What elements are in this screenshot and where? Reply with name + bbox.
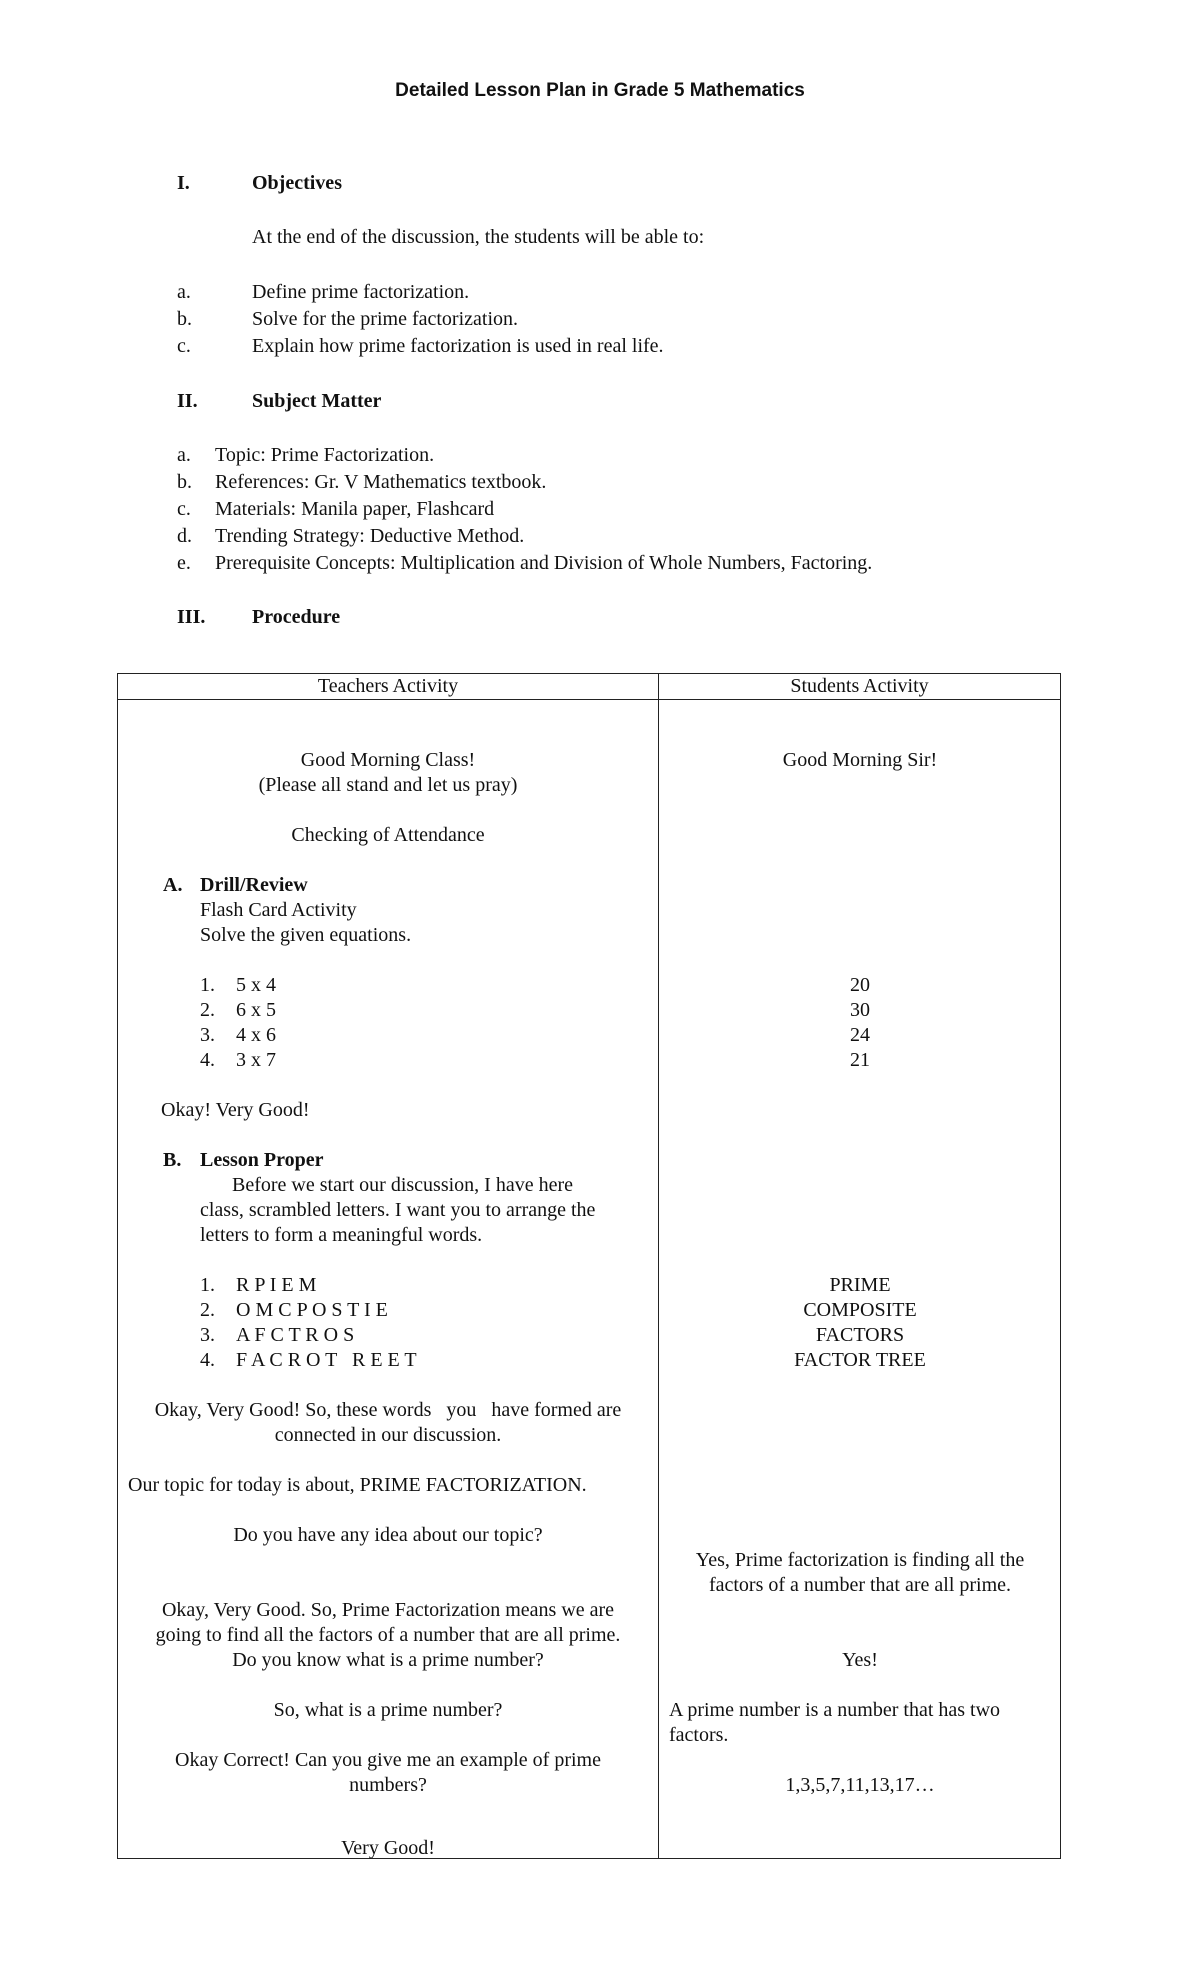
drill-praise: Okay! Very Good! bbox=[161, 1099, 310, 1121]
drill-item: 6 x 5 bbox=[236, 999, 276, 1021]
lesson-intro-line: Before we start our discussion, I have here bbox=[232, 1174, 573, 1196]
objective-marker: a. bbox=[177, 281, 191, 303]
student-yes: Yes! bbox=[842, 1649, 878, 1671]
procedure-heading: Procedure bbox=[252, 606, 341, 628]
page-title: Detailed Lesson Plan in Grade 5 Mathematics bbox=[395, 80, 805, 101]
teacher-example-line: numbers? bbox=[349, 1774, 427, 1796]
student-idea-line: factors of a number that are all prime. bbox=[708, 1574, 1012, 1596]
teacher-topic: Our topic for today is about, PRIME FACTORIZATION. bbox=[128, 1474, 587, 1496]
drill-item-marker: 3. bbox=[200, 1024, 215, 1046]
drill-item: 3 x 7 bbox=[236, 1049, 276, 1071]
subject-marker: c. bbox=[177, 498, 191, 520]
objectives-intro: At the end of the discussion, the students will be able to: bbox=[252, 226, 705, 248]
teacher-pray: (Please all stand and let us pray) bbox=[258, 774, 518, 796]
drill-item: 4 x 6 bbox=[236, 1024, 276, 1046]
teacher-formed-line: connected in our discussion. bbox=[274, 1424, 502, 1446]
student-prime-def-line: A prime number is a number that has two bbox=[669, 1699, 1001, 1721]
teachers-activity-header: Teachers Activity bbox=[118, 674, 659, 700]
drill-item-marker: 2. bbox=[200, 999, 215, 1021]
subject-item: Prerequisite Concepts: Multiplication and Division of Whole Numbers, Factoring. bbox=[215, 552, 873, 574]
objective-item: Define prime factorization. bbox=[252, 281, 470, 303]
subject-item: Topic: Prime Factorization. bbox=[215, 444, 435, 466]
teacher-means-line: Okay, Very Good. So, Prime Factorization means we are bbox=[161, 1599, 615, 1621]
subject-matter-heading: Subject Matter bbox=[252, 390, 382, 412]
student-greeting: Good Morning Sir! bbox=[782, 749, 938, 771]
objective-item: Solve for the prime factorization. bbox=[252, 308, 519, 330]
teacher-what-prime: So, what is a prime number? bbox=[273, 1699, 503, 1721]
student-word: FACTORS bbox=[815, 1324, 905, 1346]
table-row bbox=[118, 700, 1061, 1859]
procedure-table bbox=[117, 673, 1061, 1859]
objectives-number: I. bbox=[177, 172, 190, 194]
drill-item-marker: 1. bbox=[200, 974, 215, 996]
students-activity-header: Students Activity bbox=[659, 674, 1061, 700]
subject-item: Trending Strategy: Deductive Method. bbox=[215, 525, 525, 547]
drill-activity: Flash Card Activity bbox=[200, 899, 357, 921]
student-answer: 30 bbox=[850, 999, 870, 1021]
subject-marker: a. bbox=[177, 444, 191, 466]
drill-instruction: Solve the given equations. bbox=[200, 924, 412, 946]
subject-marker: d. bbox=[177, 525, 192, 547]
lesson-marker: B. bbox=[163, 1149, 182, 1171]
scramble-item: A F C T R O S bbox=[236, 1324, 355, 1346]
lesson-intro-line: class, scrambled letters. I want you to arrange the bbox=[200, 1199, 596, 1221]
drill-item: 5 x 4 bbox=[236, 974, 276, 996]
lesson-intro-line: letters to form a meaningful words. bbox=[200, 1224, 483, 1246]
teacher-means-line: Do you know what is a prime number? bbox=[232, 1649, 544, 1671]
drill-marker: A. bbox=[163, 874, 183, 896]
teacher-formed-line: Okay, Very Good! So, these words you have formed are bbox=[154, 1399, 622, 1421]
table-header-row bbox=[118, 674, 1061, 700]
drill-item-marker: 4. bbox=[200, 1049, 215, 1071]
student-prime-def-line: factors. bbox=[669, 1724, 729, 1746]
student-answer: 21 bbox=[850, 1049, 870, 1071]
scramble-marker: 2. bbox=[200, 1299, 215, 1321]
scramble-item: F A C R O T R E E T bbox=[236, 1349, 417, 1371]
student-word: PRIME bbox=[829, 1274, 891, 1296]
objective-item: Explain how prime factorization is used in real life. bbox=[252, 335, 664, 357]
objective-marker: c. bbox=[177, 335, 191, 357]
objective-marker: b. bbox=[177, 308, 192, 330]
student-column bbox=[659, 700, 1061, 1859]
scramble-marker: 1. bbox=[200, 1274, 215, 1296]
teacher-means-line: going to find all the factors of a number that are all prime. bbox=[155, 1624, 621, 1646]
scramble-marker: 3. bbox=[200, 1324, 215, 1346]
scramble-marker: 4. bbox=[200, 1349, 215, 1371]
student-word: COMPOSITE bbox=[803, 1299, 917, 1321]
student-idea-line: Yes, Prime factorization is finding all the bbox=[695, 1549, 1025, 1571]
teacher-example-line: Okay Correct! Can you give me an example of prime bbox=[175, 1749, 601, 1771]
drill-heading: Drill/Review bbox=[200, 874, 308, 896]
student-examples: 1,3,5,7,11,13,17… bbox=[785, 1774, 935, 1796]
teacher-column bbox=[118, 700, 659, 1859]
subject-item: References: Gr. V Mathematics textbook. bbox=[215, 471, 547, 493]
teacher-idea-question: Do you have any idea about our topic? bbox=[233, 1524, 543, 1546]
teacher-greeting: Good Morning Class! bbox=[300, 749, 476, 771]
subject-item: Materials: Manila paper, Flashcard bbox=[215, 498, 495, 520]
procedure-number: III. bbox=[177, 606, 206, 628]
student-answer: 20 bbox=[850, 974, 870, 996]
teacher-attendance: Checking of Attendance bbox=[291, 824, 485, 846]
subject-marker: b. bbox=[177, 471, 192, 493]
scramble-item: O M C P O S T I E bbox=[236, 1299, 388, 1321]
scramble-item: R P I E M bbox=[236, 1274, 317, 1296]
student-answer: 24 bbox=[850, 1024, 870, 1046]
subject-marker: e. bbox=[177, 552, 191, 574]
lesson-heading: Lesson Proper bbox=[200, 1149, 324, 1171]
subject-matter-number: II. bbox=[177, 390, 198, 412]
objectives-heading: Objectives bbox=[252, 172, 342, 194]
teacher-very-good: Very Good! bbox=[341, 1837, 435, 1859]
student-word: FACTOR TREE bbox=[794, 1349, 926, 1371]
